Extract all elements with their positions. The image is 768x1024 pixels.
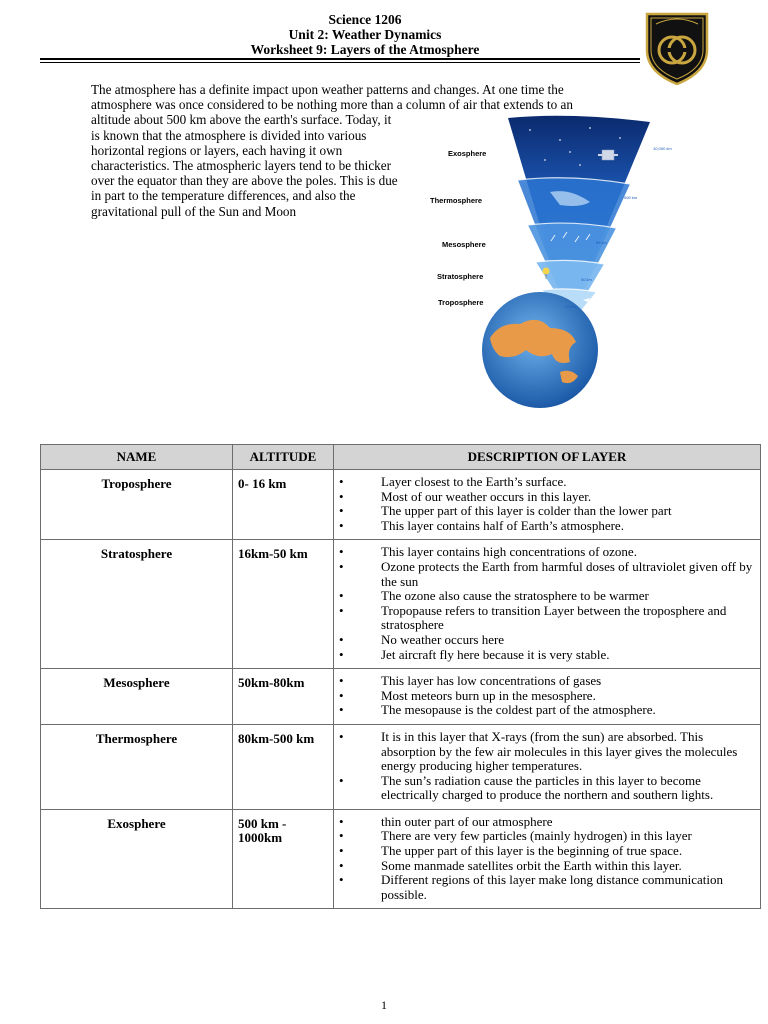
table-row <box>41 540 761 669</box>
column-header-description: DESCRIPTION OF LAYER <box>334 445 761 470</box>
description-text: Layer closest to the Earth’s surface. <box>381 474 567 489</box>
worksheet-header <box>0 12 730 57</box>
layer-description-cell <box>334 540 761 669</box>
course-title: Science 1206 <box>328 12 402 27</box>
description-text: There are very few particles (mainly hydrogen) in this layer <box>381 828 692 844</box>
layer-altitude-cell: 0- 16 km <box>233 470 334 540</box>
description-list <box>334 545 754 662</box>
intro-line-1: The atmosphere has a definite impact upon weather patterns and changes. At one time the <box>91 82 564 97</box>
bullet-icon: • <box>339 517 344 533</box>
bullet-icon: • <box>339 702 344 718</box>
worksheet-title: Worksheet 9: Layers of the Atmosphere <box>250 42 480 57</box>
layer-name-cell: Exosphere <box>41 809 233 909</box>
layer-description-cell <box>334 669 761 725</box>
table-row <box>41 724 761 809</box>
list-item <box>334 545 754 560</box>
description-list <box>334 475 754 533</box>
altitude-mesosphere: 85 km <box>596 240 607 245</box>
unit-title: Unit 2: Weather Dynamics <box>288 27 442 42</box>
layer-description-cell <box>334 809 761 909</box>
intro-line-2: atmosphere was once considered to be nothing more than a column of air that extends to an <box>91 97 573 113</box>
list-item <box>334 504 754 519</box>
layer-altitude-cell: 500 km - 1000km <box>233 809 334 909</box>
description-list <box>334 730 754 803</box>
bullet-icon: • <box>339 872 344 888</box>
list-item <box>334 829 754 844</box>
label-mesosphere: Mesosphere <box>442 240 486 249</box>
bullet-icon: • <box>339 544 344 560</box>
bullet-icon: • <box>339 843 344 859</box>
label-stratosphere: Stratosphere <box>437 272 484 281</box>
description-text: The upper part of this layer is the beginning of true space. <box>381 843 683 859</box>
table-row <box>41 470 761 540</box>
list-item <box>334 475 754 490</box>
column-header-name: NAME <box>41 445 233 470</box>
label-thermosphere: Thermosphere <box>430 196 483 205</box>
list-item <box>334 589 754 604</box>
bullet-icon: • <box>339 631 344 647</box>
bullet-icon: • <box>339 474 344 489</box>
list-item <box>334 519 754 534</box>
layer-altitude-cell: 16km-50 km <box>233 540 334 669</box>
list-item <box>334 774 754 803</box>
description-text: The upper part of this layer is colder than the lower part <box>381 503 672 519</box>
description-text: This layer has low concentrations of gases <box>381 673 602 689</box>
layer-name-cell: Thermosphere <box>41 724 233 809</box>
description-text: Most meteors burn up in the mesosphere. <box>381 687 596 703</box>
bullet-icon: • <box>339 772 344 788</box>
list-item <box>334 844 754 859</box>
list-item <box>334 674 754 689</box>
description-text: thin outer part of our atmosphere <box>381 813 553 829</box>
label-troposphere: Troposphere <box>438 298 484 307</box>
altitude-troposphere: 20 km <box>565 304 576 309</box>
school-crest-logo <box>642 10 712 85</box>
bullet-icon: • <box>339 602 344 618</box>
description-text: Most of our weather occurs in this layer. <box>381 488 592 504</box>
description-text: Ozone protects the Earth from harmful doses of ultraviolet given off by the sun <box>381 558 753 589</box>
layers-table <box>40 444 761 909</box>
altitude-thermosphere: 690 km <box>624 195 638 200</box>
description-text: The sun’s radiation cause the particles in this layer to become electrically charged to produce the northern and southern lights. <box>381 772 714 803</box>
bullet-icon: • <box>339 828 344 844</box>
bullet-icon: • <box>339 646 344 662</box>
bullet-icon: • <box>339 728 344 744</box>
list-item <box>334 703 754 718</box>
table-row <box>41 809 761 909</box>
header-rule-thin <box>40 62 640 63</box>
bullet-icon: • <box>339 588 344 604</box>
atmosphere-layers-diagram <box>420 110 680 410</box>
table-row <box>41 669 761 725</box>
description-text: No weather occurs here <box>381 631 505 647</box>
altitude-exosphere: 10,000 km <box>653 146 672 151</box>
label-exosphere: Exosphere <box>448 149 487 158</box>
page-number: 1 <box>381 998 387 1012</box>
description-text: Jet aircraft fly here because it is very stable. <box>381 646 610 662</box>
list-item <box>334 873 754 902</box>
list-item <box>334 633 754 648</box>
layer-description-cell <box>334 470 761 540</box>
header-rule-thick <box>40 58 640 60</box>
bullet-icon: • <box>339 857 344 873</box>
bullet-icon: • <box>339 813 344 829</box>
bullet-icon: • <box>339 673 344 689</box>
column-header-altitude: ALTITUDE <box>233 445 334 470</box>
description-text: Tropopause refers to transition Layer between the troposphere and stratosphere <box>381 602 727 633</box>
description-list <box>334 674 754 718</box>
description-list <box>334 815 754 903</box>
list-item <box>334 815 754 830</box>
layer-description-cell <box>334 724 761 809</box>
intro-rest: altitude about 500 km above the earth's surface. Today, it is known that the atmosphere is divided into various horizontal regions or layers, each having it own characteristics. The atmospheric layers tend to be thicker over the equator than they are above the poles. This is due in part to the temperature differences, and also the gravitational pull of the Sun and Moon <box>91 112 398 219</box>
list-item <box>334 648 754 663</box>
description-text: Different regions of this layer make long distance communication possible. <box>381 872 723 902</box>
list-item <box>334 604 754 633</box>
description-text: It is in this layer that X-rays (from the sun) are absorbed. This absorption by the few air molecules in this layer gives the molecules energy producing higher temperatures. <box>381 728 738 774</box>
description-text: The ozone also cause the stratosphere to be warmer <box>381 588 649 604</box>
layer-name-cell: Troposphere <box>41 470 233 540</box>
list-item <box>334 689 754 704</box>
bullet-icon: • <box>339 687 344 703</box>
table-header-row <box>41 445 761 470</box>
bullet-icon: • <box>339 488 344 504</box>
layer-altitude-cell: 50km-80km <box>233 669 334 725</box>
layer-name-cell: Stratosphere <box>41 540 233 669</box>
layer-altitude-cell: 80km-500 km <box>233 724 334 809</box>
altitude-stratosphere: 50 km <box>581 277 592 282</box>
list-item <box>334 490 754 505</box>
description-text: This layer contains high concentrations of ozone. <box>381 544 637 560</box>
bullet-icon: • <box>339 503 344 519</box>
bullet-icon: • <box>339 558 344 574</box>
list-item <box>334 859 754 874</box>
description-text: The mesopause is the coldest part of the atmosphere. <box>381 702 656 718</box>
description-text: This layer contains half of Earth’s atmosphere. <box>381 517 624 533</box>
table-body <box>41 470 761 909</box>
list-item <box>334 560 754 589</box>
description-text: Some manmade satellites orbit the Earth within this layer. <box>381 857 682 873</box>
list-item <box>334 730 754 774</box>
layer-name-cell: Mesosphere <box>41 669 233 725</box>
